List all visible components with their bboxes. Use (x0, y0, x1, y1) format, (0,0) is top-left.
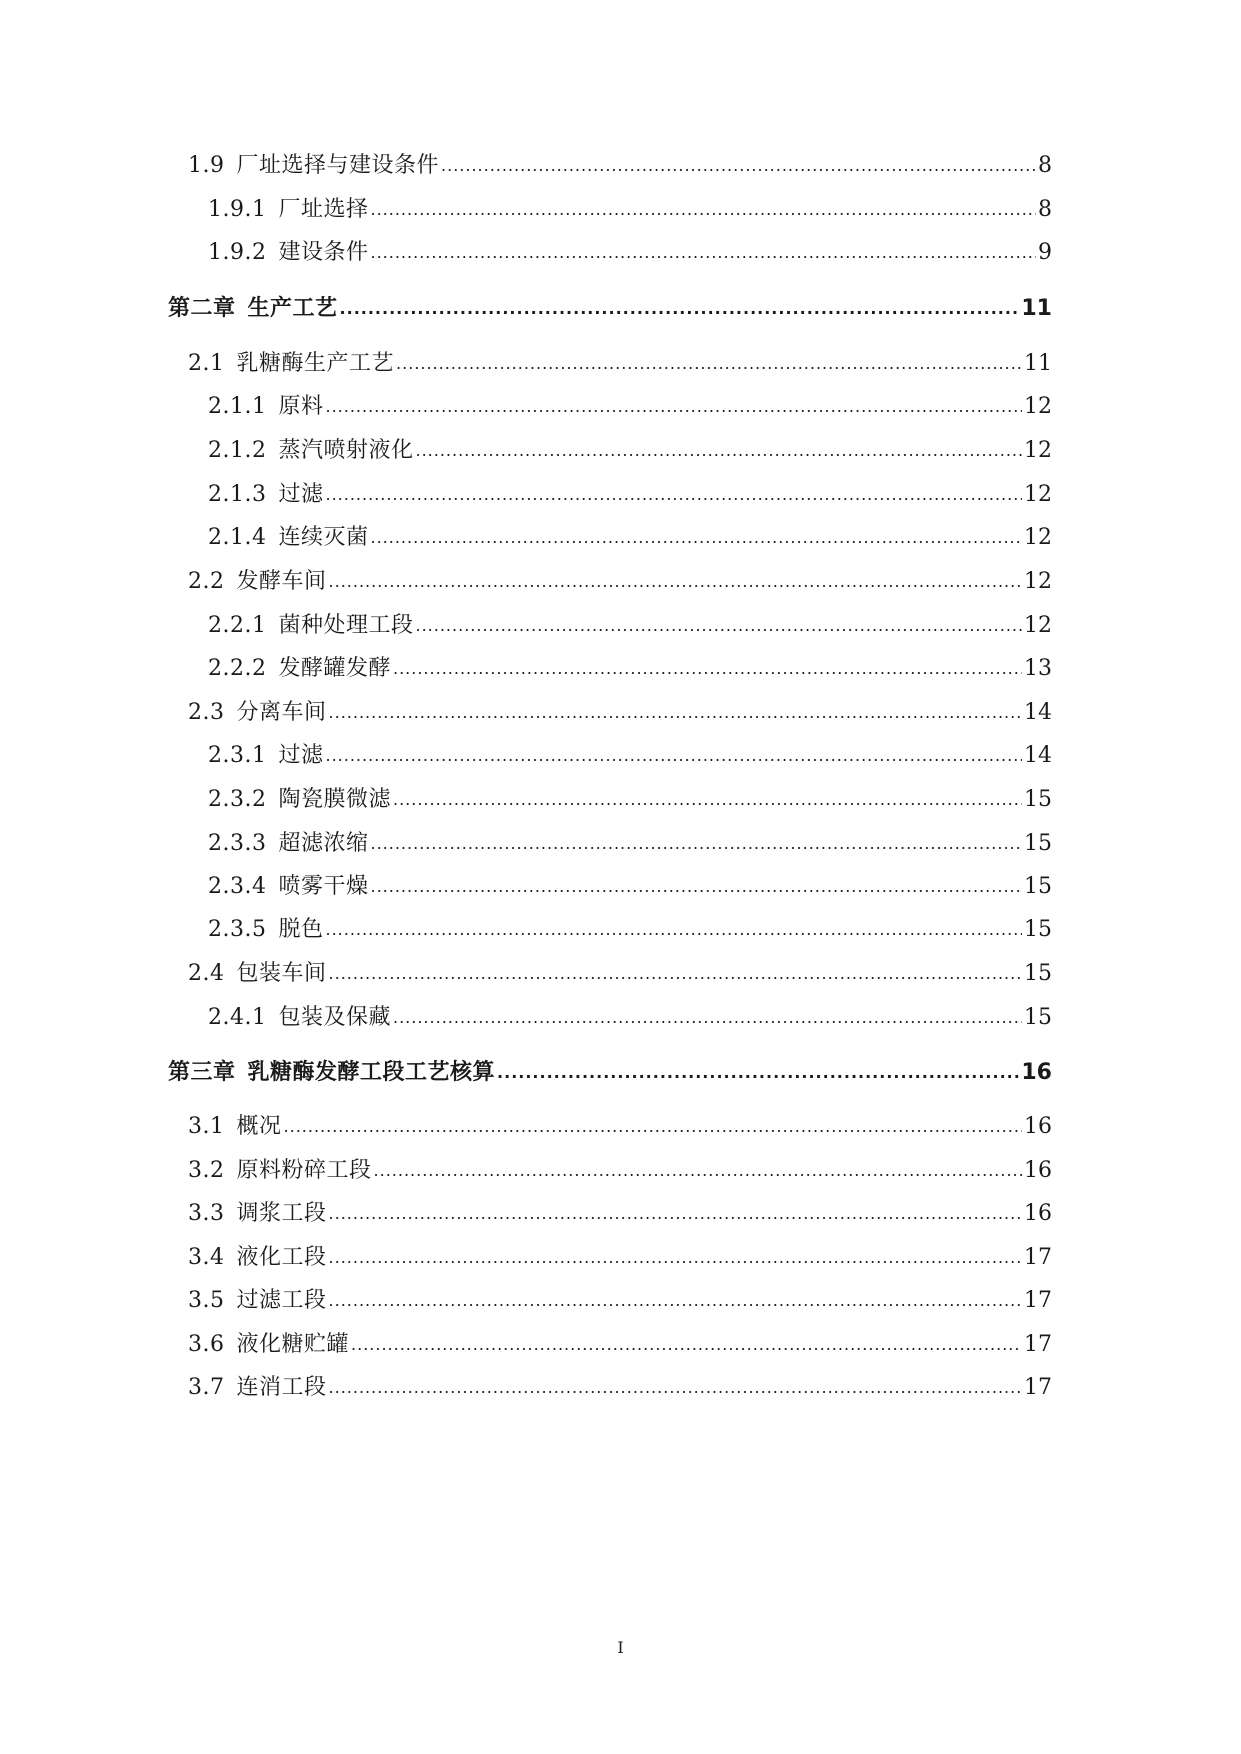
toc-entry[interactable] (188, 1290, 1052, 1312)
toc-entry-label (188, 1116, 282, 1138)
toc-entry-title: 包装及保藏 (278, 1005, 391, 1030)
toc-entry[interactable] (208, 658, 1052, 680)
toc-entry-label (208, 440, 414, 462)
toc-leader-dots (284, 1115, 1022, 1137)
toc-leader-dots (393, 1006, 1022, 1028)
toc-entry-title: 乳糖酶生产工艺 (236, 351, 395, 376)
toc-entry[interactable] (208, 396, 1052, 418)
toc-leader-dots (416, 439, 1023, 461)
toc-entry-page: 8 (1038, 197, 1052, 222)
toc-entry-page: 12 (1024, 438, 1052, 463)
toc-entry-label (188, 353, 394, 375)
toc-entry-number: 2.3.1 (208, 743, 267, 768)
toc-entry-label (208, 1007, 391, 1029)
toc-entry-title: 发酵车间 (236, 569, 327, 594)
toc-entry-page: 17 (1024, 1245, 1052, 1270)
toc-entry-page: 12 (1024, 525, 1052, 550)
toc-entry-number: 2.1.2 (208, 438, 267, 463)
toc-entry-title: 包装车间 (236, 961, 327, 986)
toc-entry[interactable] (188, 1116, 1052, 1138)
toc-entry-page: 12 (1024, 394, 1052, 419)
toc-leader-dots (326, 395, 1023, 417)
toc-leader-dots (329, 701, 1022, 723)
toc-entry-title: 液化糖贮罐 (236, 1332, 350, 1357)
toc-entry-number: 第二章 (168, 296, 236, 321)
toc-entry[interactable] (208, 919, 1052, 941)
toc-entry-number: 2.3 (188, 700, 225, 725)
toc-leader-dots (416, 614, 1023, 636)
toc-entry-label (188, 1377, 327, 1399)
toc-entry-title: 分离车间 (236, 700, 327, 725)
toc-entry-title: 过滤 (278, 743, 324, 768)
toc-leader-dots (374, 1159, 1022, 1181)
toc-entry-number: 3.3 (188, 1201, 225, 1226)
toc-entry[interactable] (188, 1334, 1052, 1356)
toc-entry[interactable] (188, 571, 1052, 593)
toc-entry-label (188, 1334, 349, 1356)
toc-entry[interactable] (208, 1007, 1052, 1029)
toc-entry-label (188, 1160, 372, 1182)
toc-entry[interactable] (208, 615, 1052, 637)
toc-entry-page: 16 (1021, 1060, 1052, 1085)
toc-leader-dots (329, 1202, 1022, 1224)
toc-entry-label (208, 745, 324, 767)
toc-entry-number: 2.4 (188, 961, 225, 986)
toc-leader-dots (329, 1246, 1022, 1268)
toc-entry-title: 调浆工段 (236, 1201, 327, 1226)
toc-entry-title: 过滤工段 (236, 1288, 327, 1313)
toc-entry[interactable] (208, 440, 1052, 462)
toc-leader-dots (340, 297, 1020, 319)
toc-entry[interactable] (188, 155, 1052, 177)
toc-leader-dots (441, 154, 1036, 176)
toc-entry-title: 连消工段 (236, 1375, 327, 1400)
toc-entry-label (208, 615, 414, 637)
toc-leader-dots (326, 483, 1023, 505)
toc-leader-dots (393, 657, 1022, 679)
toc-entry-label (208, 833, 369, 855)
toc-entry-number: 2.1.4 (208, 525, 267, 550)
toc-leader-dots (329, 962, 1022, 984)
toc-entry[interactable] (208, 484, 1052, 506)
toc-leader-dots (351, 1333, 1022, 1355)
toc-entry-title: 过滤 (278, 482, 324, 507)
toc-entry-label (188, 1290, 327, 1312)
toc-entry[interactable] (188, 1247, 1052, 1269)
toc-entry-label (208, 789, 391, 811)
toc-entry-number: 2.1.3 (208, 482, 267, 507)
toc-entry-number: 3.4 (188, 1245, 225, 1270)
toc-entry-label (208, 396, 324, 418)
toc-entry-number: 2.1.1 (208, 394, 267, 419)
toc-entry-label (208, 919, 324, 941)
toc-entry[interactable] (208, 745, 1052, 767)
toc-entry-number: 2.3.3 (208, 831, 267, 856)
toc-entry[interactable] (188, 353, 1052, 375)
toc-entry-label (188, 155, 439, 177)
toc-leader-dots (371, 526, 1023, 548)
toc-leader-dots (497, 1061, 1019, 1083)
toc-entry-number: 3.7 (188, 1375, 225, 1400)
toc-leader-dots (329, 1376, 1022, 1398)
toc-entry-number: 3.1 (188, 1114, 225, 1139)
toc-entry-number: 3.6 (188, 1332, 225, 1357)
toc-entry-label (208, 876, 369, 898)
toc-entry-label (188, 702, 327, 724)
toc-entry-number: 2.3.5 (208, 917, 267, 942)
toc-entry-title: 喷雾干燥 (278, 874, 369, 899)
toc-entry-number: 2.1 (188, 351, 225, 376)
toc-entry-label (208, 242, 369, 264)
toc-entry-page: 17 (1024, 1375, 1052, 1400)
toc-entry-title: 概况 (236, 1114, 282, 1139)
toc-entry-page: 14 (1024, 743, 1052, 768)
toc-entry-label (168, 298, 338, 320)
toc-entry[interactable] (188, 1160, 1052, 1182)
toc-entry-label (188, 1203, 327, 1225)
toc-leader-dots (326, 744, 1023, 766)
toc-entry-label (168, 1062, 495, 1084)
toc-entry-number: 第三章 (168, 1060, 236, 1085)
toc-leader-dots (371, 198, 1037, 220)
toc-entry-title: 建设条件 (278, 240, 369, 265)
toc-entry-label (208, 527, 369, 549)
toc-entry-page: 16 (1024, 1158, 1052, 1183)
toc-entry-page: 9 (1038, 240, 1052, 265)
toc-entry-title: 陶瓷膜微滤 (278, 787, 391, 812)
toc-entry-title: 厂址选择与建设条件 (236, 153, 440, 178)
toc-entry[interactable] (188, 1377, 1052, 1399)
toc-leader-dots (329, 570, 1022, 592)
toc-entry-title: 原料 (278, 394, 324, 419)
toc-entry-page: 12 (1024, 482, 1052, 507)
toc-entry-label (208, 484, 324, 506)
toc-entry-title: 蒸汽喷射液化 (278, 438, 414, 463)
toc-entry-title: 发酵罐发酵 (278, 656, 391, 681)
toc-entry-title: 脱色 (278, 917, 324, 942)
toc-entry-page: 15 (1024, 1005, 1052, 1030)
toc-entry-number: 3.5 (188, 1288, 225, 1313)
toc-leader-dots (326, 918, 1023, 940)
toc-entry[interactable] (188, 963, 1052, 985)
toc-entry-number: 2.2.2 (208, 656, 267, 681)
toc-entry[interactable] (208, 833, 1052, 855)
toc-entry-page: 17 (1024, 1288, 1052, 1313)
toc-entry-page: 8 (1038, 153, 1052, 178)
toc-entry-number: 1.9.1 (208, 197, 267, 222)
toc-entry-page: 13 (1024, 656, 1052, 681)
toc-entry-page: 15 (1024, 874, 1052, 899)
toc-entry-title: 原料粉碎工段 (236, 1158, 372, 1183)
toc-entry-page: 11 (1024, 351, 1052, 376)
table-of-contents (168, 153, 1052, 1405)
toc-leader-dots (371, 241, 1037, 263)
toc-entry-page: 15 (1024, 961, 1052, 986)
toc-entry[interactable] (208, 242, 1052, 264)
toc-entry[interactable] (208, 876, 1052, 898)
toc-entry-page: 15 (1024, 831, 1052, 856)
toc-entry[interactable] (168, 1062, 1052, 1084)
toc-entry-page: 14 (1024, 700, 1052, 725)
toc-entry[interactable] (188, 702, 1052, 724)
toc-entry-page: 15 (1024, 787, 1052, 812)
toc-entry[interactable] (208, 789, 1052, 811)
toc-entry-page: 16 (1024, 1201, 1052, 1226)
toc-leader-dots (371, 875, 1023, 897)
toc-entry-number: 2.2 (188, 569, 225, 594)
toc-entry-title: 乳糖酶发酵工段工艺核算 (247, 1060, 496, 1085)
toc-leader-dots (393, 788, 1022, 810)
toc-leader-dots (329, 1289, 1022, 1311)
toc-entry[interactable] (208, 199, 1052, 221)
toc-entry-label (208, 199, 369, 221)
toc-entry-label (188, 1247, 327, 1269)
toc-entry-page: 12 (1024, 569, 1052, 594)
page-number: I (617, 1638, 624, 1657)
toc-entry[interactable] (168, 298, 1052, 320)
toc-entry-title: 液化工段 (236, 1245, 327, 1270)
toc-entry-number: 2.3.4 (208, 874, 267, 899)
toc-entry[interactable] (208, 527, 1052, 549)
toc-entry-number: 3.2 (188, 1158, 225, 1183)
toc-entry-page: 16 (1024, 1114, 1052, 1139)
toc-leader-dots (396, 352, 1022, 374)
toc-entry-page: 12 (1024, 613, 1052, 638)
toc-entry-number: 2.2.1 (208, 613, 267, 638)
toc-entry-label (208, 658, 391, 680)
toc-entry-page: 15 (1024, 917, 1052, 942)
toc-entry[interactable] (188, 1203, 1052, 1225)
toc-entry-page: 17 (1024, 1332, 1052, 1357)
toc-entry-label (188, 571, 327, 593)
toc-entry-title: 超滤浓缩 (278, 831, 369, 856)
toc-entry-label (188, 963, 327, 985)
toc-entry-number: 1.9.2 (208, 240, 267, 265)
toc-leader-dots (371, 832, 1023, 854)
toc-entry-title: 生产工艺 (247, 296, 338, 321)
toc-entry-title: 连续灭菌 (278, 525, 369, 550)
toc-entry-number: 2.4.1 (208, 1005, 267, 1030)
toc-entry-number: 1.9 (188, 153, 225, 178)
toc-entry-number: 2.3.2 (208, 787, 267, 812)
toc-entry-title: 菌种处理工段 (278, 613, 414, 638)
toc-entry-title: 厂址选择 (278, 197, 369, 222)
toc-entry-page: 11 (1021, 296, 1052, 321)
